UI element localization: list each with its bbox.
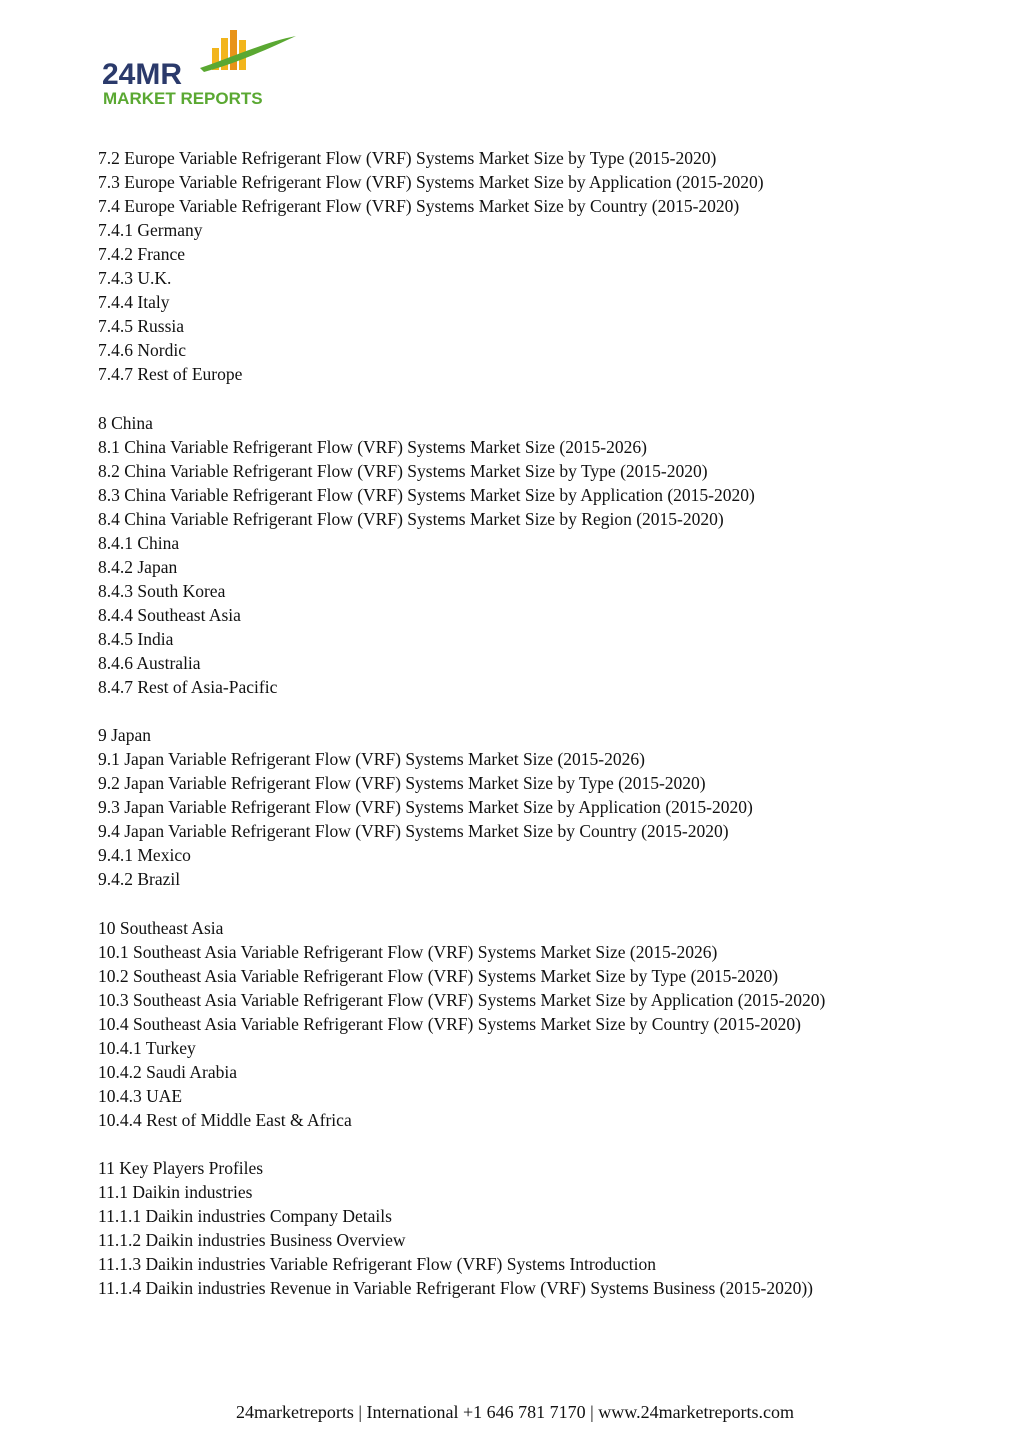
company-logo	[100, 28, 310, 108]
toc-entry: 11 Key Players Profiles	[98, 1157, 264, 1178]
toc-entry: 11.1.2 Daikin industries Business Overview	[98, 1230, 406, 1251]
toc-spacer	[98, 891, 998, 915]
toc-entry: 9.4.1 Mexico	[98, 845, 191, 866]
toc-entry: 8.2 China Variable Refrigerant Flow (VRF) Systems Market Size by Type (2015-2020)	[98, 460, 708, 481]
toc-entry: 7.4.7 Rest of Europe	[98, 364, 243, 385]
toc-entry: 10.4.3 UAE	[98, 1085, 183, 1106]
toc-entry: 8.4.4 Southeast Asia	[98, 604, 241, 625]
table-of-contents	[98, 146, 998, 1300]
toc-entry: 11.1.1 Daikin industries Company Details	[98, 1206, 392, 1227]
toc-entry: 10.4.1 Turkey	[98, 1037, 196, 1058]
toc-entry: 10.4 Southeast Asia Variable Refrigerant Flow (VRF) Systems Market Size by Country (2015-2020)	[98, 1013, 801, 1034]
toc-entry: 10.2 Southeast Asia Variable Refrigerant Flow (VRF) Systems Market Size by Type (2015-2020)	[98, 965, 779, 986]
toc-entry: 10.4.2 Saudi Arabia	[98, 1061, 238, 1082]
toc-entry: 7.4.1 Germany	[98, 220, 203, 241]
toc-entry: 9 Japan	[98, 725, 151, 746]
toc-entry: 8.4.5 India	[98, 628, 174, 649]
toc-entry: 8.1 China Variable Refrigerant Flow (VRF) Systems Market Size (2015-2026)	[98, 436, 647, 457]
toc-entry: 9.1 Japan Variable Refrigerant Flow (VRF) Systems Market Size (2015-2026)	[98, 749, 645, 770]
toc-entry: 7.3 Europe Variable Refrigerant Flow (VRF) Systems Market Size by Application (2015-2020)	[98, 172, 764, 193]
toc-entry: 11.1 Daikin industries	[98, 1182, 253, 1203]
logo-graphic	[100, 28, 310, 108]
toc-entry: 10.4.4 Rest of Middle East & Africa	[98, 1109, 352, 1130]
toc-entry: 7.4.4 Italy	[98, 292, 170, 313]
toc-entry: 9.4 Japan Variable Refrigerant Flow (VRF) Systems Market Size by Country (2015-2020)	[98, 821, 729, 842]
toc-entry: 8.4.1 China	[98, 532, 180, 553]
toc-entry: 8.4.6 Australia	[98, 652, 201, 673]
toc-entry: 7.2 Europe Variable Refrigerant Flow (VRF) Systems Market Size by Type (2015-2020)	[98, 148, 717, 168]
logo-bar-3	[230, 30, 237, 70]
toc-spacer	[98, 386, 998, 410]
toc-spacer	[98, 699, 998, 723]
page-footer: 24marketreports | International +1 646 781 7170 | www.24marketreports.com	[235, 1402, 795, 1422]
toc-entry: 9.2 Japan Variable Refrigerant Flow (VRF) Systems Market Size by Type (2015-2020)	[98, 773, 706, 794]
toc-entry: 8.3 China Variable Refrigerant Flow (VRF) Systems Market Size by Application (2015-2020)	[98, 484, 755, 505]
toc-entry: 7.4.2 France	[98, 244, 185, 265]
toc-spacer	[98, 1132, 998, 1156]
toc-entry: 9.4.2 Brazil	[98, 869, 181, 890]
toc-entry: 11.1.4 Daikin industries Revenue in Variable Refrigerant Flow (VRF) Systems Business (2015-2020))	[98, 1278, 813, 1299]
toc-entry: 10.1 Southeast Asia Variable Refrigerant Flow (VRF) Systems Market Size (2015-2026)	[98, 941, 718, 962]
toc-entry: 8.4.2 Japan	[98, 556, 178, 577]
toc-entry: 8.4.7 Rest of Asia-Pacific	[98, 677, 278, 698]
toc-entry: 9.3 Japan Variable Refrigerant Flow (VRF) Systems Market Size by Application (2015-2020)	[98, 797, 753, 818]
toc-entry: 8 China	[98, 412, 153, 433]
toc-entry: 7.4.3 U.K.	[98, 268, 172, 289]
toc-entry: 8.4 China Variable Refrigerant Flow (VRF) Systems Market Size by Region (2015-2020)	[98, 508, 724, 529]
toc-entry: 10 Southeast Asia	[98, 917, 224, 938]
toc-entry: 8.4.3 South Korea	[98, 580, 226, 601]
toc-entry: 7.4.5 Russia	[98, 316, 185, 337]
toc-entry: 10.3 Southeast Asia Variable Refrigerant Flow (VRF) Systems Market Size by Application (2015-2020)	[98, 989, 826, 1010]
logo-line2: MARKET REPORTS	[103, 89, 263, 108]
toc-entry: 7.4.6 Nordic	[98, 340, 186, 361]
toc-entry: 7.4 Europe Variable Refrigerant Flow (VRF) Systems Market Size by Country (2015-2020)	[98, 196, 740, 217]
toc-entry: 11.1.3 Daikin industries Variable Refrigerant Flow (VRF) Systems Introduction	[98, 1254, 656, 1275]
logo-line1: 24MR	[102, 58, 183, 91]
